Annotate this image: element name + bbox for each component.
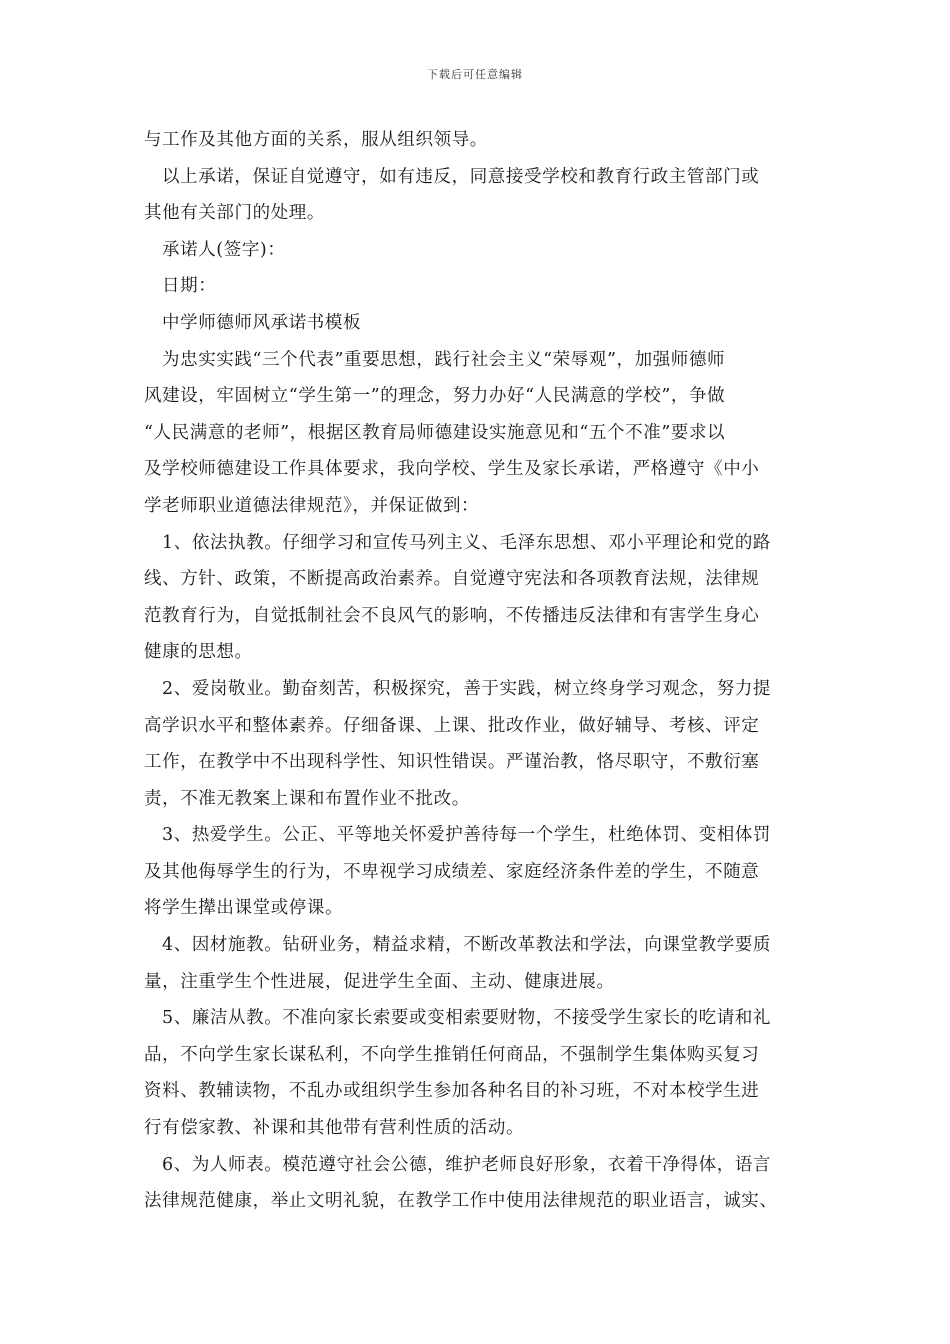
- text-line: 1、依法执教。仔细学习和宣传马列主义、毛泽东思想、邓小平理论和党的路: [162, 532, 772, 553]
- text-line: 为忠实实践“三个代表”重要思想，践行社会主义“荣辱观”，加强师德师: [162, 349, 726, 370]
- text-line: 4、因材施教。钻研业务，精益求精，不断改革教法和学法，向课堂教学要质: [162, 935, 772, 956]
- document-body: [144, 122, 824, 1220]
- text-line: 与工作及其他方面的关系，服从组织领导。: [144, 130, 488, 150]
- section-title: 中学师德师风承诺书模板: [162, 312, 362, 333]
- text-line: 5、廉洁从教。不准向家长索要或变相索要财物，不接受学生家长的吃请和礼: [162, 1008, 772, 1029]
- text-line: 其他有关部门的处理。: [144, 203, 325, 224]
- text-line: 风建设，牢固树立“学生第一”的理念，努力办好“人民满意的学校”，争做: [144, 386, 726, 407]
- text-line: 法律规范健康，举止文明礼貌，在教学工作中使用法律规范的职业语言，诚实、: [144, 1191, 778, 1212]
- text-line: 范教育行为，自觉抵制社会不良风气的影响，不传播违反法律和有害学生身心: [144, 605, 760, 626]
- text-line: 3、热爱学生。公正、平等地关怀爱护善待每一个学生，杜绝体罚、变相体罚: [162, 825, 772, 846]
- text-line: 线、方针、政策，不断提高政治素养。自觉遵守宪法和各项教育法规，法律规: [144, 569, 760, 590]
- text-line: 品，不向学生家长谋私利，不向学生推销任何商品，不强制学生集体购买复习: [144, 1044, 760, 1065]
- text-line: 责，不准无教案上课和布置作业不批改。: [144, 788, 470, 809]
- text-line: 学老师职业道德法律规范》，并保证做到：: [144, 495, 480, 516]
- text-line: 2、爱岗敬业。勤奋刻苦，积极探究，善于实践，树立终身学习观念，努力提: [162, 678, 772, 699]
- date-label: 日期：: [162, 276, 217, 297]
- text-line: “人民满意的老师”，根据区教育局师德建设实施意见和“五个不准”要求以: [144, 422, 726, 443]
- page-header: 下载后可任意编辑: [427, 68, 523, 81]
- text-line: 高学识水平和整体素养。仔细备课、上课、批改作业，做好辅导、考核、评定: [144, 715, 760, 736]
- signature-label: 承诺人(签字)：: [162, 239, 286, 260]
- text-line: 6、为人师表。模范遵守社会公德，维护老师良好形象，衣着干净得体，语言: [162, 1154, 772, 1175]
- text-line: 将学生撵出课堂或停课。: [144, 898, 344, 919]
- text-line: 行有偿家教、补课和其他带有营利性质的活动。: [144, 1118, 525, 1139]
- text-line: 以上承诺，保证自觉遵守，如有违反，同意接受学校和教育行政主管部门或: [162, 166, 760, 187]
- text-line: 及其他侮辱学生的行为，不卑视学习成绩差、家庭经济条件差的学生，不随意: [144, 861, 760, 882]
- text-line: 健康的思想。: [144, 642, 253, 663]
- text-line: 及学校师德建设工作具体要求，我向学校、学生及家长承诺，严格遵守《中小: [144, 459, 760, 480]
- text-line: 资料、教辅读物，不乱办或组织学生参加各种名目的补习班，不对本校学生进: [144, 1081, 760, 1102]
- text-line: 量，注重学生个性进展，促进学生全面、主动、健康进展。: [144, 971, 615, 992]
- text-line: 工作，在教学中不出现科学性、知识性错误。严谨治教，恪尽职守，不敷衍塞: [144, 752, 760, 773]
